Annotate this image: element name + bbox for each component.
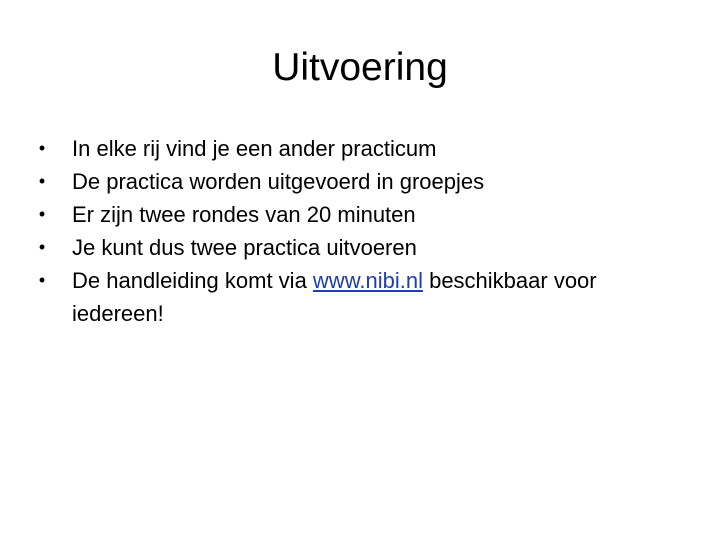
slide-title: Uitvoering xyxy=(272,46,448,89)
bullet-icon: • xyxy=(38,270,46,290)
bullet-item xyxy=(36,198,676,231)
nibi-link[interactable]: www.nibi.nl xyxy=(312,268,423,293)
bullet-icon: • xyxy=(38,171,46,191)
bullet-item xyxy=(36,231,676,264)
bullet-item-handleiding xyxy=(36,264,676,330)
bullet-item xyxy=(36,165,676,198)
bullet-icon: • xyxy=(38,138,46,158)
bullet-text-before-link: De handleiding komt via xyxy=(72,268,313,293)
bullet-icon: • xyxy=(38,237,46,257)
bullet-text: Je kunt dus twee practica uitvoeren xyxy=(72,235,417,260)
bullet-item xyxy=(36,132,676,165)
bullet-text: De practica worden uitgevoerd in groepjes xyxy=(72,169,485,194)
bullet-text-after-link: beschikbaar voor iedereen! xyxy=(72,268,597,326)
bullet-text: In elke rij vind je een ander practicum xyxy=(72,136,437,161)
bullet-icon: • xyxy=(38,204,46,224)
bullet-text: Er zijn twee rondes van 20 minuten xyxy=(72,202,416,227)
bullet-list xyxy=(36,132,676,330)
